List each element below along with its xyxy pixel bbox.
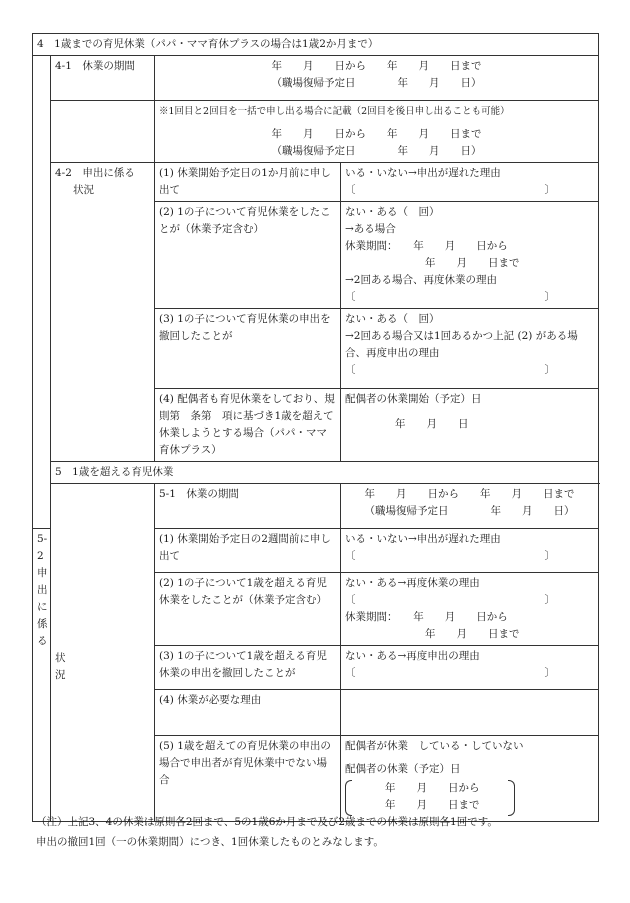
s5-a5[interactable]: 配偶者が休業 している・していない 配偶者の休業（予定）日 年 月 日から 年 月 日まで xyxy=(341,736,599,822)
footnote-line2: 申出の撤回1回（一の休業期間）につき、1回休業したものとみなします。 xyxy=(36,836,384,848)
s4-period-field[interactable] xyxy=(155,56,599,101)
s5-a3[interactable]: ない・ある→再度申出の理由 〔 〕 xyxy=(341,646,599,690)
section-4-heading: 4 1歳までの育児休業（パパ・ママ育休プラスの場合は1歳2か月まで） xyxy=(33,34,599,56)
s4-a4[interactable]: 配偶者の休業開始（予定）日 年 月 日 xyxy=(341,389,599,462)
footnote-line1: （注）上記3、4の休業は原則各2回まで、5の1歳6か月まで及び2歳までの休業は原則各1回です。 xyxy=(36,816,498,828)
s4-q2: (2) 1の子について育児休業をしたことが（休業予定含む） xyxy=(155,202,341,309)
s5-spouse-period-bracket: 年 月 日から 年 月 日まで xyxy=(345,780,515,816)
s5-status-label: 5-2 申出に係る 状況 xyxy=(33,529,51,822)
s4-period-line2: （職場復帰予定日 年 月 日） xyxy=(271,77,482,89)
s5-a2[interactable]: ない・ある→再度休業の理由 〔 〕 休業期間： 年 月 日から 年 月 日まで xyxy=(341,573,599,646)
s4-lump-line2: （職場復帰予定日 年 月 日） xyxy=(271,145,482,157)
s4-q3: (3) 1の子について育児休業の申出を撤回したことが xyxy=(155,309,341,389)
s4-period-label: 4-1 休業の期間 xyxy=(51,56,155,101)
s4-q1: (1) 休業開始予定日の1か月前に申し出て xyxy=(155,163,341,202)
section-5-heading: 5 1歳を超える育児休業 xyxy=(51,462,599,484)
s4-lump-line1: 年 月 日から 年 月 日まで xyxy=(271,128,482,140)
s5-q4: (4) 休業が必要な理由 xyxy=(155,690,341,736)
s4-q4: (4) 配偶者も育児休業をしており、規則第 条第 項に基づき1歳を超えて休業しようとする場合（パパ・ママ育休プラス） xyxy=(155,389,341,462)
s5-q1: (1) 休業開始予定日の2週間前に申し出て xyxy=(155,529,341,573)
s4-lump-field[interactable] xyxy=(155,101,599,163)
s5-q3: (3) 1の子について1歳を超える育児休業の申出を撤回したことが xyxy=(155,646,341,690)
s5-period-label: 5-1 休業の期間 xyxy=(155,484,341,529)
s5-a1[interactable]: いる・いない→申出が遅れた理由 〔 〕 xyxy=(341,529,599,573)
s4-a1[interactable]: いる・いない→申出が遅れた理由 〔 〕 xyxy=(341,163,599,202)
leave-application-table xyxy=(32,33,599,822)
s5-a4[interactable] xyxy=(341,690,599,736)
s5-period-field[interactable]: 年 月 日から 年 月 日まで （職場復帰予定日 年 月 日） xyxy=(341,484,599,529)
s4-a2[interactable]: ない・ある（ 回） →ある場合 休業期間： 年 月 日から 年 月 日まで →2回ある場合、再度休業の理由 〔 〕 xyxy=(341,202,599,309)
footnote xyxy=(36,812,606,852)
s5-q2: (2) 1の子について1歳を超える育児休業をしたことが（休業予定含む） xyxy=(155,573,341,646)
s4-period-line1: 年 月 日から 年 月 日まで xyxy=(271,60,482,72)
s4-status-label: 4-2 申出に係る 状況 xyxy=(51,163,155,462)
s5-q5: (5) 1歳を超えての育児休業の申出の場合で申出者が育児休業中でない場合 xyxy=(155,736,341,822)
s4-a3[interactable]: ない・ある（ 回） →2回ある場合又は1回あるかつ上記 (2) がある場合、再度申出の理由 〔 〕 xyxy=(341,309,599,389)
s4-lump-note: ※1回目と2回目を一括で申し出る場合に記載（2回目を後日申し出ることも可能） xyxy=(159,106,510,117)
